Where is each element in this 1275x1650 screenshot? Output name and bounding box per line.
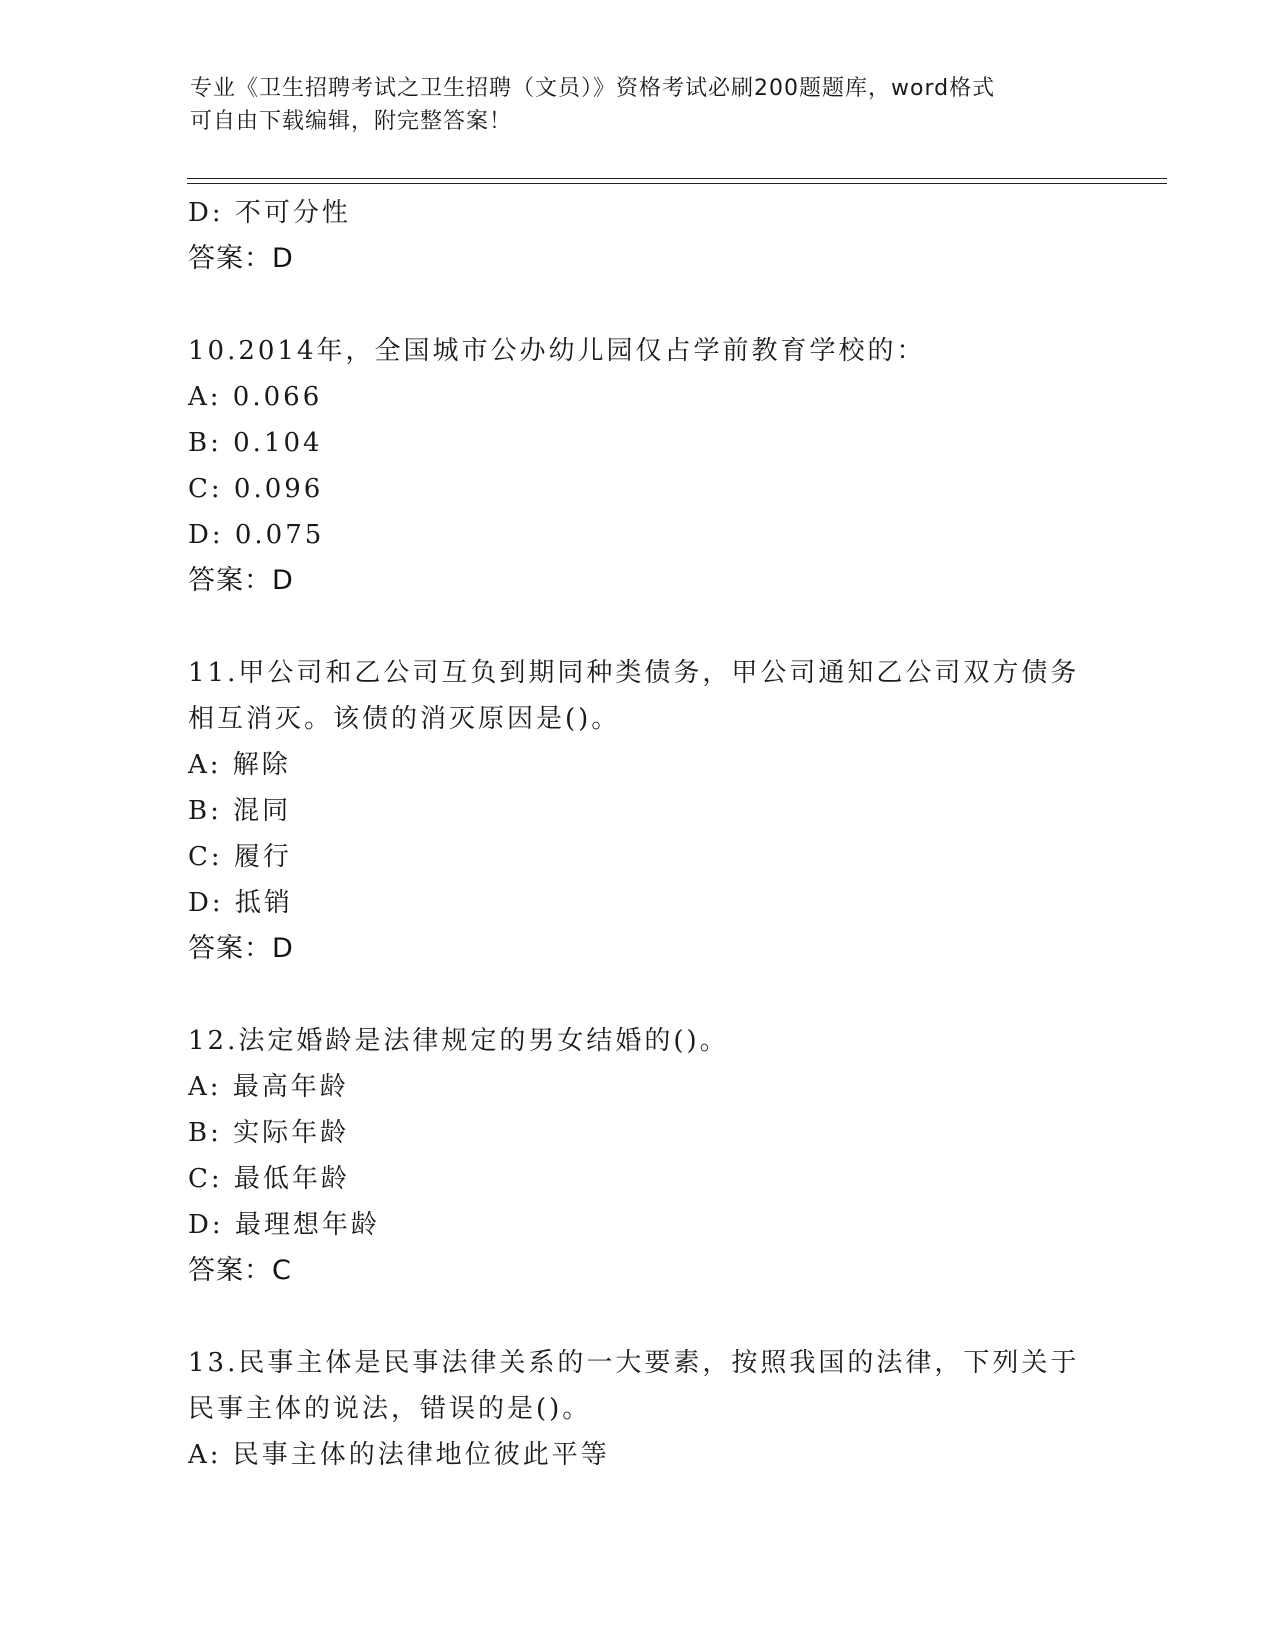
question-block-12 <box>188 1018 1088 1294</box>
answer-line: 答案：D <box>188 933 294 964</box>
spacer <box>188 1294 1088 1340</box>
question-text: 12.法定婚龄是法律规定的男女结婚的()。 <box>188 1026 729 1056</box>
question-text-line-1: 11.甲公司和乙公司互负到期同种类债务，甲公司通知乙公司双方债务 <box>188 658 1080 688</box>
question-text: 10.2014年，全国城市公办幼儿园仅占学前教育学校的： <box>188 336 926 366</box>
option-c: C: 0.096 <box>188 474 324 504</box>
option-b: B: 实际年龄 <box>188 1118 350 1148</box>
header-title-line-2: 可自由下载编辑，附完整答案！ <box>190 109 513 134</box>
question-block-11 <box>188 650 1088 972</box>
option-a: A: 民事主体的法律地位彼此平等 <box>188 1440 610 1470</box>
option-a: A: 最高年龄 <box>188 1072 349 1102</box>
question-text-line-2: 相互消灭。该债的消灭原因是()。 <box>188 704 621 734</box>
answer-line: 答案：D <box>188 565 294 596</box>
header-divider-top <box>187 178 1167 179</box>
question-block-10 <box>188 328 1088 604</box>
option-d: D: 最理想年龄 <box>188 1210 380 1240</box>
option-b: B: 混同 <box>188 796 292 826</box>
question-block-9 <box>188 190 1088 282</box>
page-header <box>190 72 1090 138</box>
option-d: D: 不可分性 <box>188 198 351 228</box>
option-d: D: 0.075 <box>188 520 325 550</box>
question-text-line-1: 13.民事主体是民事法律关系的一大要素，按照我国的法律，下列关于 <box>188 1348 1080 1378</box>
option-b: B: 0.104 <box>188 428 323 458</box>
spacer <box>188 972 1088 1018</box>
spacer <box>188 604 1088 650</box>
option-c: C: 履行 <box>188 842 292 872</box>
header-title-line-1: 专业《卫生招聘考试之卫生招聘（文员）》资格考试必刷200题题库，word格式 <box>190 76 996 101</box>
spacer <box>188 282 1088 328</box>
option-d: D: 抵销 <box>188 888 293 918</box>
option-a: A: 解除 <box>188 750 291 780</box>
header-divider-bottom <box>187 183 1167 184</box>
option-a: A: 0.066 <box>188 382 323 412</box>
option-c: C: 最低年龄 <box>188 1164 350 1194</box>
question-block-13 <box>188 1340 1088 1478</box>
question-text-line-2: 民事主体的说法，错误的是()。 <box>188 1394 592 1424</box>
question-list <box>188 190 1088 1478</box>
answer-line: 答案：D <box>188 243 294 274</box>
answer-line: 答案：C <box>188 1255 292 1286</box>
